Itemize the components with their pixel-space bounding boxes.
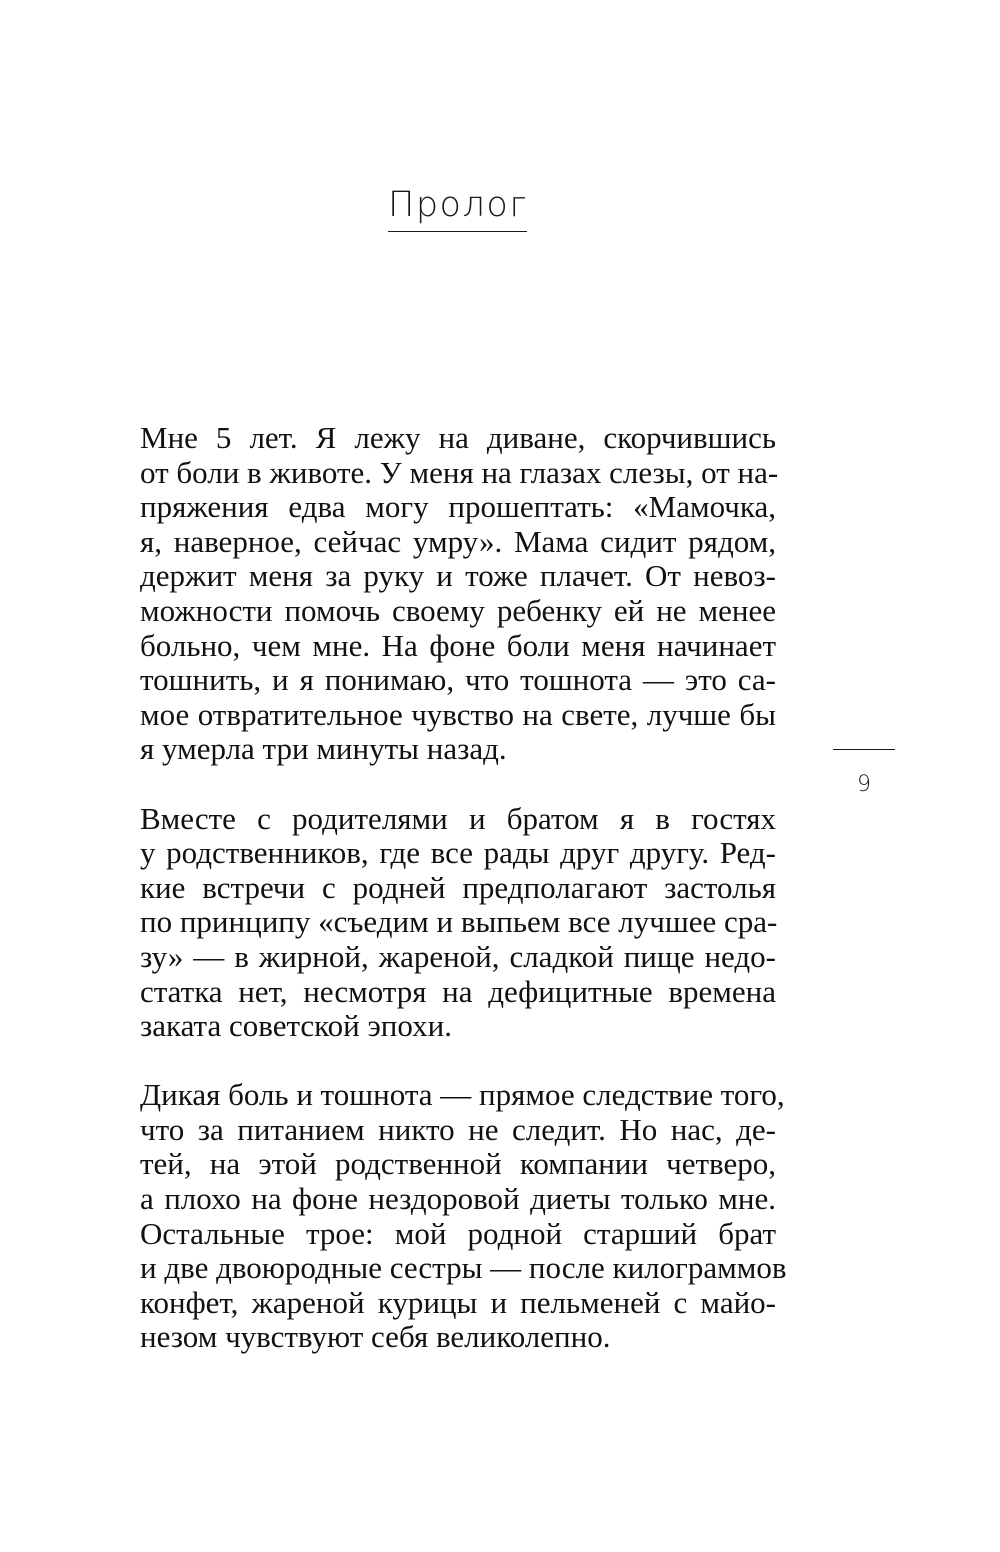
text-line: мое отвратительное чувство на свете, лучше бы — [140, 696, 776, 732]
text-line: от боли в животе. У меня на глазах слезы, от на- — [140, 454, 779, 490]
body-text — [140, 420, 787, 1355]
text-line: по принципу «съедим и выпьем все лучшее сра- — [140, 904, 778, 940]
text-line: и две двоюродные сестры — после килограммов — [140, 1250, 787, 1286]
text-line: пряжения едва могу прошептать: «Мамочка, — [140, 489, 776, 525]
text-line: больно, чем мне. На фоне боли меня начинает — [140, 627, 776, 663]
chapter-title: Пролог — [388, 185, 528, 225]
text-line: я умерла три минуты назад. — [140, 731, 507, 767]
text-line: Мне 5 лет. Я лежу на диване, скорчившись — [140, 420, 776, 455]
page-number-rule — [833, 749, 895, 750]
chapter-title-underline — [388, 231, 527, 232]
text-line: что за питанием никто не следит. Но нас, де- — [140, 1111, 776, 1147]
text-line: можности помочь своему ребенку ей не менее — [140, 592, 776, 628]
paragraph-3 — [140, 1077, 787, 1355]
text-line: а плохо на фоне нездоровой диеты только мне. — [140, 1181, 776, 1217]
text-line: я, наверное, сейчас умру». Мама сидит рядом, — [140, 523, 776, 559]
text-line: конфет, жареной курицы и пельменей с майо- — [140, 1284, 776, 1320]
text-line: зу» — в жирной, жареной, сладкой пище недо- — [140, 938, 776, 974]
text-line: Вместе с родителями и братом я в гостях — [140, 800, 776, 836]
text-line: Остальные трое: мой родной старший брат — [140, 1215, 776, 1251]
paragraph-1 — [140, 420, 779, 767]
text-line: у родственников, где все рады друг другу. Ред- — [140, 835, 776, 871]
paragraph-2 — [140, 802, 776, 1044]
text-line: статка нет, несмотря на дефицитные времена — [140, 973, 776, 1009]
text-line: держит меня за руку и тоже плачет. От невоз- — [140, 558, 776, 594]
text-line: незом чувствуют себя великолепно. — [140, 1319, 611, 1355]
page-number: 9 — [857, 772, 871, 797]
text-line: тошнить, и я понимаю, что тошнота — это са- — [140, 662, 776, 698]
text-line: Дикая боль и тошнота — прямое следствие того, — [140, 1077, 785, 1113]
text-line: кие встречи с родней предполагают застолья — [140, 869, 776, 905]
text-line: тей, на этой родственной компании четверо, — [140, 1146, 776, 1182]
text-line: заката советской эпохи. — [140, 1008, 452, 1044]
